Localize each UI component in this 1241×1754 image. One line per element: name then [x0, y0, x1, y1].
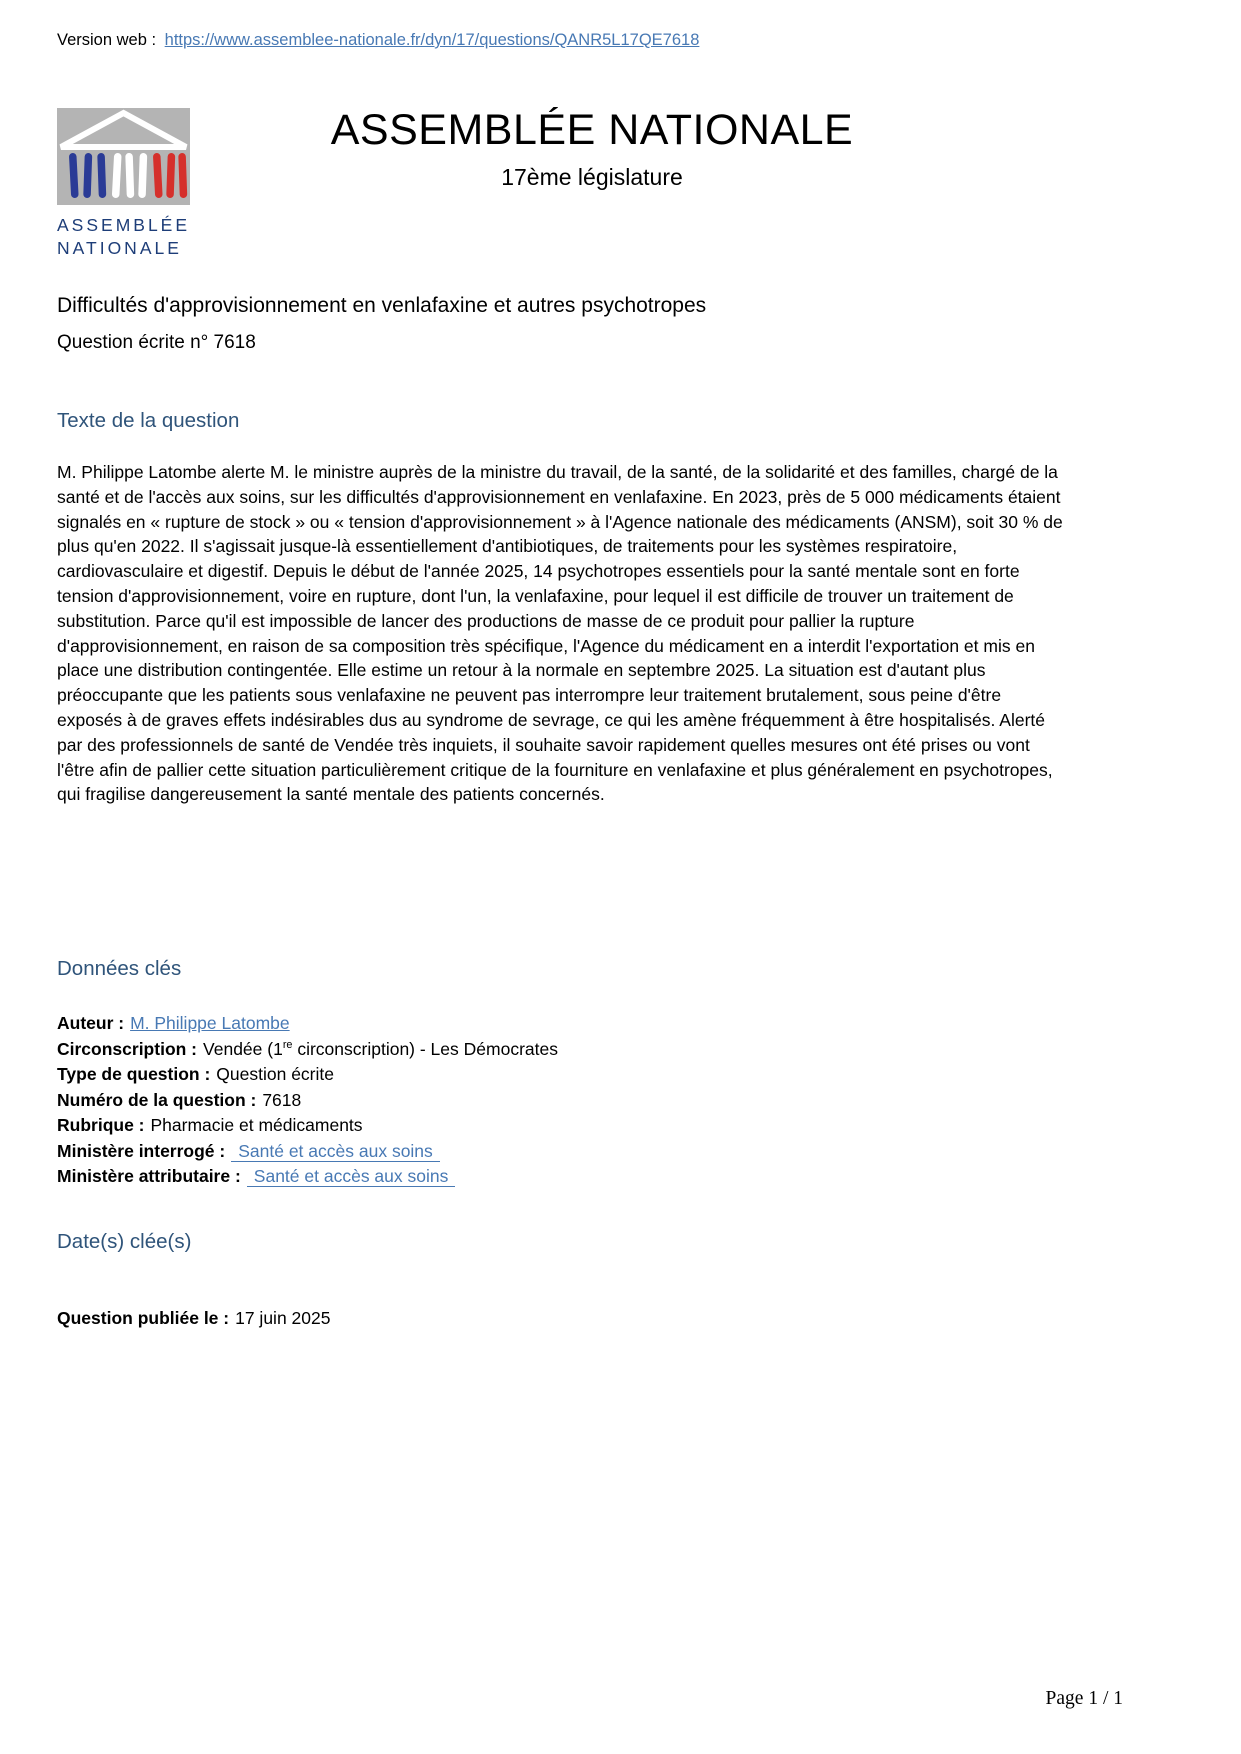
field-circonscription-value: Vendée (1re circonscription) - Les Démocrates [203, 1038, 558, 1059]
version-web-label: Version web : [57, 31, 157, 49]
page-indicator: Page 1 / 1 [1045, 1688, 1123, 1709]
section-heading-donnees: Données clés [57, 957, 182, 981]
question-number: Question écrite n° 7618 [57, 332, 256, 353]
field-rubrique-label: Rubrique : [57, 1115, 145, 1136]
field-type-label: Type de question : [57, 1064, 211, 1085]
field-auteur-label: Auteur : [57, 1013, 125, 1034]
author-link[interactable]: M. Philippe Latombe [130, 1013, 290, 1034]
publication-date-label: Question publiée le : [57, 1307, 230, 1328]
page-title: ASSEMBLÉE NATIONALE [330, 106, 854, 154]
assemblee-nationale-logo [57, 108, 190, 260]
field-ministere-interroge [57, 1139, 1067, 1165]
logo-wordmark-line2: NATIONALE [57, 237, 182, 258]
field-rubrique-value: Pharmacie et médicaments [150, 1115, 363, 1136]
section-heading-texte: Texte de la question [57, 409, 240, 432]
publication-date-row [57, 1306, 1067, 1332]
field-ministere-attributaire-label: Ministère attributaire : [57, 1166, 241, 1187]
ministere-attributaire-link[interactable]: Santé et accès aux soins [247, 1166, 456, 1187]
field-type-value: Question écrite [216, 1064, 334, 1085]
field-type-de-question [57, 1062, 1067, 1088]
version-web-link[interactable]: https://www.assemblee-nationale.fr/dyn/17/questions/QANR5L17QE7618 [164, 31, 700, 49]
field-ministere-attributaire [57, 1164, 1067, 1190]
field-numero-value: 7618 [262, 1089, 302, 1110]
ministere-interroge-link[interactable]: Santé et accès aux soins [231, 1141, 440, 1162]
logo-building-icon [57, 108, 190, 205]
document-header [57, 106, 1067, 258]
key-data-fields [57, 1011, 1067, 1190]
field-numero-question [57, 1088, 1067, 1114]
legislature-subtitle: 17ème législature [501, 164, 683, 190]
logo-wordmark [57, 214, 190, 260]
field-circonscription [57, 1037, 1067, 1063]
header-titles [57, 106, 1067, 191]
version-web-line [57, 31, 1067, 50]
question-body-text: M. Philippe Latombe alerte M. le ministre auprès de la ministre du travail, de la santé, de la solidarité et des familles, chargé de la santé et de l'accès aux soins, sur les difficultés d'approvisionnement en venlafaxine. En 2023, près de 5 000 médicaments étaient signalés en « rupture de stock » ou « tension d'approvisionnement » à l'Agence nationale des médicaments (ANSM), soit 30 % de plus qu'en 2022. Il s'agissait jusque-là essentiellement d'antibiotiques, de traitements pour les systèmes respiratoire, cardiovasculaire et digestif. Depuis le début de l'année 2025, 14 psychotropes essentiels pour la santé mentale sont en forte tension d'approvisionnement, voire en rupture, dont l'un, la venlafaxine, pour lequel il est difficile de trouver un traitement de substitution. Parce qu'il est impossible de lancer des productions de masse de ce produit pour pallier la rupture d'approvisionnement, en raison de sa composition très spécifique, l'Agence du médicament en a interdit l'exportation et mis en place une distribution contingentée. Elle estime un retour à la normale en septembre 2025. La situation est d'autant plus préoccupante que les patients sous venlafaxine ne peuvent pas interrompre leur traitement brutalement, sous peine d'être exposés à de graves effets indésirables dus au syndrome de sevrage, ce qui les amène fréquemment à être hospitalisés. Alerté par des professionnels de santé de Vendée très inquiets, il souhaite savoir rapidement quelles mesures ont été prises ou vont l'être afin de pallier cette situation particulièrement critique de la fourniture en venlafaxine et plus généralement en psychotropes, qui fragilise dangereusement la santé mentale des patients concernés. [57, 462, 1063, 805]
field-ministere-interroge-label: Ministère interrogé : [57, 1140, 226, 1161]
field-numero-label: Numéro de la question : [57, 1089, 257, 1110]
field-rubrique [57, 1113, 1067, 1139]
field-auteur [57, 1011, 1067, 1037]
publication-date-value: 17 juin 2025 [235, 1307, 331, 1328]
field-circonscription-label: Circonscription : [57, 1038, 198, 1059]
question-title: Difficultés d'approvisionnement en venlafaxine et autres psychotropes [57, 294, 707, 317]
section-heading-dates: Date(s) clée(s) [57, 1229, 192, 1253]
logo-wordmark-line1: ASSEMBLÉE [57, 215, 191, 235]
